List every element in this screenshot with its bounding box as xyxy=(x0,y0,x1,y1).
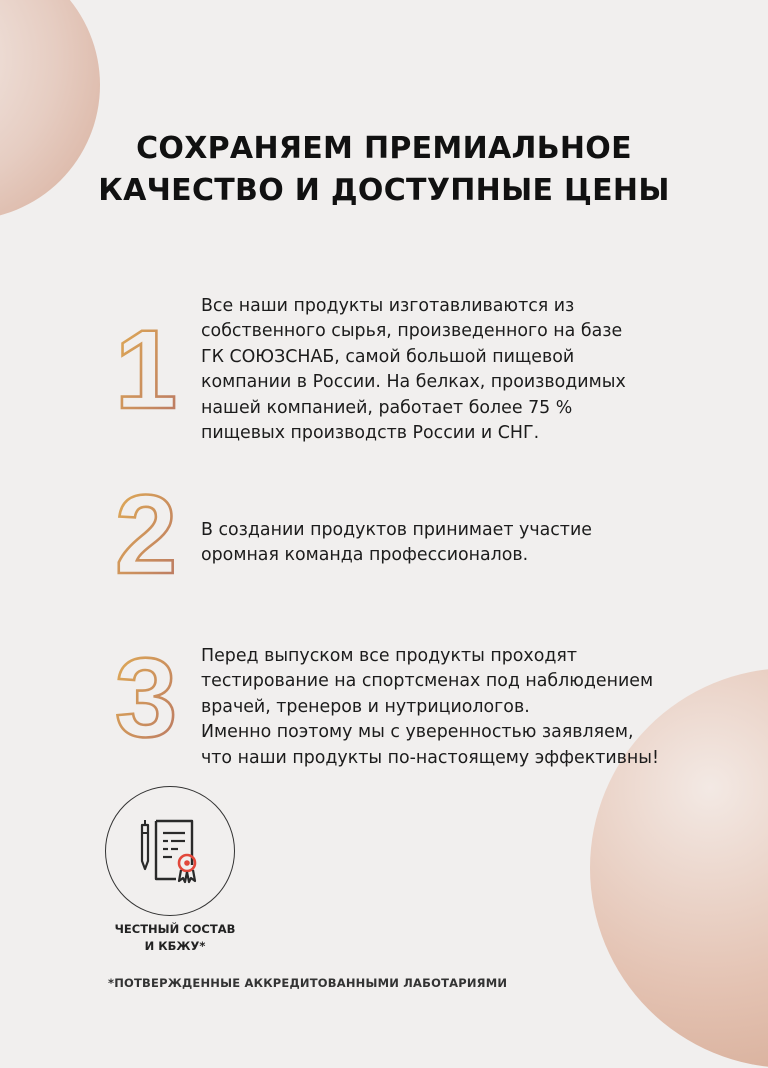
certificate-document-icon xyxy=(134,815,206,887)
point-3-line: тестирование на спортсменах под наблюдением xyxy=(201,671,654,692)
page-title-line-1: СОХРАНЯЕМ ПРЕМИАЛЬНОЕ xyxy=(136,131,632,166)
badge-label xyxy=(100,921,250,955)
point-2-line: оромная команда профессионалов. xyxy=(201,545,529,566)
point-1-line: собственного сырья, произведенного на базе xyxy=(201,321,623,342)
point-1-line: Все наши продукты изготавливаются из xyxy=(201,296,575,316)
point-1-line: компании в России. На белках, производимых xyxy=(201,372,626,393)
numeral-1 xyxy=(106,322,186,417)
numeral-1-glyph: 1 xyxy=(114,322,178,417)
numeral-2 xyxy=(106,487,186,582)
point-3-line: что наши продукты по-настоящему эффективны! xyxy=(201,747,659,768)
point-1-line: пищевых производств России и СНГ. xyxy=(201,423,540,444)
point-2-line: В создании продуктов принимает участие xyxy=(201,520,592,540)
numeral-3 xyxy=(106,650,186,745)
badge-label-line-2: И КБЖУ* xyxy=(144,939,206,953)
footnote: *ПОТВЕРЖДЕННЫЕ АККРЕДИТОВАННЫМИ ЛАБОТАРИЯМИ xyxy=(108,976,508,990)
point-3-line: врачей, тренеров и нутрициологов. xyxy=(201,696,530,717)
point-2-text xyxy=(201,518,741,569)
point-1-text xyxy=(201,294,741,446)
point-3-line: Именно поэтому мы с уверенностью заявляем, xyxy=(201,722,634,743)
page-title xyxy=(0,128,768,212)
page-title-line-2: КАЧЕСТВО И ДОСТУПНЫЕ ЦЕНЫ xyxy=(98,173,670,208)
point-1-line: ГК СОЮЗСНАБ, самой большой пищевой xyxy=(201,346,575,367)
point-3-text xyxy=(201,644,741,771)
numeral-2-glyph: 2 xyxy=(114,487,178,582)
numeral-3-glyph: 3 xyxy=(114,650,178,745)
honest-composition-badge xyxy=(105,786,235,916)
badge-label-line-1: ЧЕСТНЫЙ СОСТАВ xyxy=(114,922,236,936)
point-1-line: нашей компанией, работает более 75 % xyxy=(201,397,573,418)
point-3-line: Перед выпуском все продукты проходят xyxy=(201,646,577,666)
